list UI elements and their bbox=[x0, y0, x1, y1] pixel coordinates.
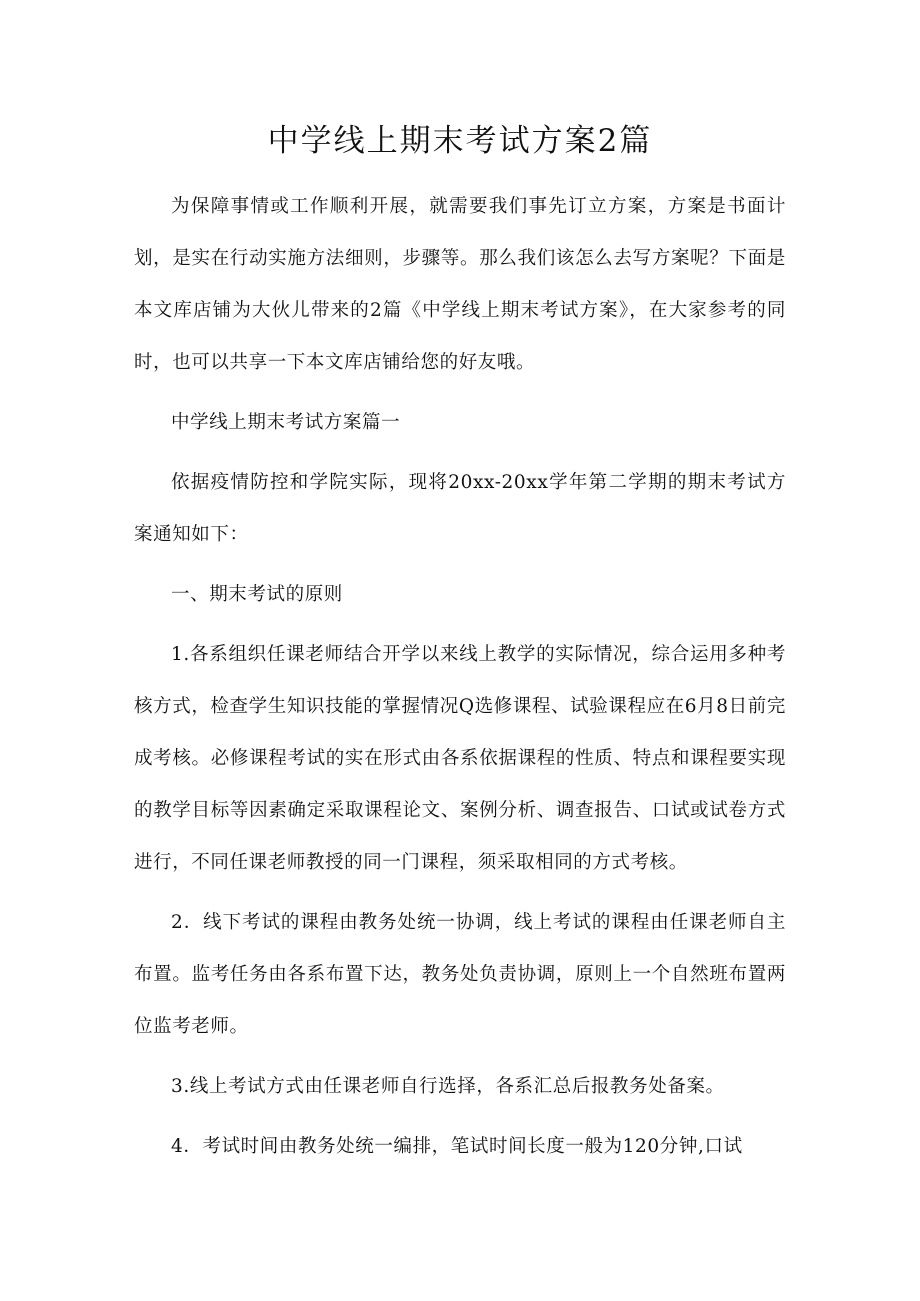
document-title: 中学线上期末考试方案2篇 bbox=[267, 123, 653, 159]
notice-paragraph: 依据疫情防控和学院实际，现将20xx-20xx学年第二学期的期末考试方案通知如下： bbox=[134, 472, 786, 545]
item-1-paragraph: 1.各系组织任课老师结合开学以来线上教学的实际情况，综合运用多种考核方式，检查学生知识技能的掌握情况Q选修课程、试验课程应在6月8日前完成考核。必修课程考试的实在形式由各系依据课程的性质、特点和课程要实现的教学目标等因素确定采取课程论文、案例分析、调查报告、口试或试卷方式进行，不同任课老师教授的同一门课程，须采取相同的方式考核。 bbox=[134, 644, 786, 873]
item-2-paragraph: 2．线下考试的课程由教务处统一协调，线上考试的课程由任课老师自主布置。监考任务由各系布置下达，教务处负责协调，原则上一个自然班布置两位监考老师。 bbox=[134, 912, 786, 1037]
section-heading-part-one: 中学线上期末考试方案篇一 bbox=[171, 412, 401, 433]
principles-heading: 一、期末考试的原则 bbox=[171, 584, 343, 605]
item-4-paragraph: 4．考试时间由教务处统一编排，笔试时间长度一般为120分钟,口试 bbox=[171, 1136, 743, 1157]
item-3-paragraph: 3.线上考试方式由任课老师自行选择，各系汇总后报教务处备案。 bbox=[171, 1076, 725, 1097]
intro-paragraph: 为保障事情或工作顺利开展，就需要我们事先订立方案，方案是书面计划，是实在行动实施方法细则，步骤等。那么我们该怎么去写方案呢？下面是本文库店铺为大伙儿带来的2篇《中学线上期末考试方案》，在大家参考的同时，也可以共享一下本文库店铺给您的好友哦。 bbox=[134, 196, 786, 373]
